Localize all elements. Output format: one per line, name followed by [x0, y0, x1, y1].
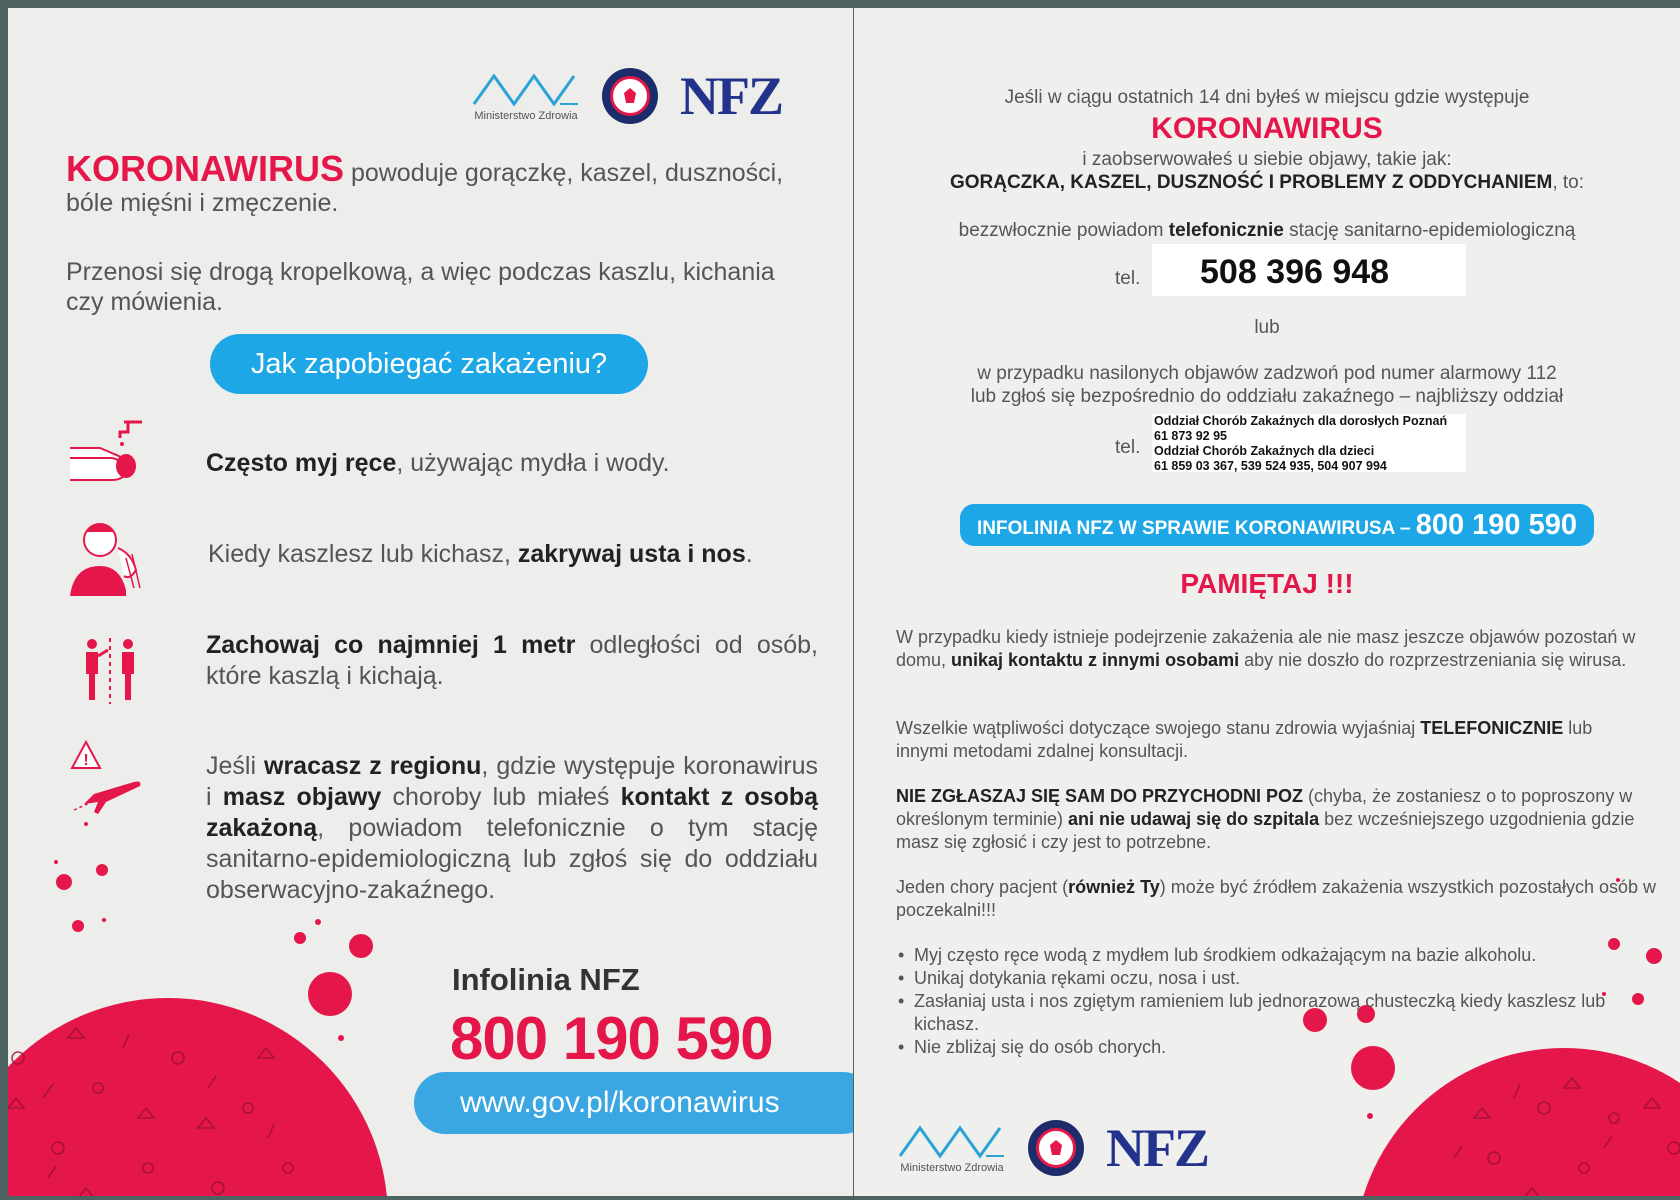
tip-cover-mouth: [208, 539, 828, 570]
transmission-paragraph: Przenosi się drogą kropelkową, a więc podczas kaszlu, kichania czy mówienia.: [66, 258, 775, 316]
symptoms-bold: GORĄCZKA, KASZEL, DUSZNOŚĆ I PROBLEMY Z ODDYCHANIEM: [949, 172, 1553, 193]
p1-b: unikaj kontaktu z innymi osobami: [951, 650, 1240, 670]
tip-keep-distance-bold: Zachowaj co najmniej 1 metr: [206, 631, 576, 659]
severe-line-2: lub zgłoś się bezpośrednio do oddziału zakaźnego – najbliższy oddział: [970, 386, 1564, 407]
symptoms-line: [854, 171, 1680, 194]
p4-b: również Ty: [1068, 877, 1160, 897]
ministry-logo: [472, 70, 580, 122]
right-headline: KORONAWIRUS: [1151, 112, 1383, 145]
p2-c: lub innymi metodami zdalnej konsultacji.: [896, 718, 1593, 761]
wards-box: [1152, 414, 1466, 472]
tip-returning-region: [206, 751, 818, 906]
p3-c: ani nie udawaj się do szpitala: [1068, 809, 1320, 829]
notify-post: stację sanitarno-epidemiologiczną: [1283, 220, 1576, 241]
tip-cover-mouth-post: .: [745, 540, 753, 568]
prevention-heading-button[interactable]: Jak zapobiegać zakażeniu?: [210, 334, 648, 394]
header-logos: [472, 68, 782, 124]
infoline-number: 800 190 590: [1415, 509, 1578, 541]
paragraph-phone-consult: [896, 717, 1606, 763]
p3-b: (chyba, że zostaniesz o to poproszony w określonym terminie): [896, 786, 1633, 829]
symptoms-suffix: , to:: [1552, 172, 1585, 193]
tip-cover-mouth-pre: Kiedy kaszlesz lub kichasz,: [208, 540, 518, 568]
tip-wash-hands-bold: Często myj ręce: [206, 449, 397, 477]
tip-returning-t3: choroby lub miałeś: [381, 783, 621, 811]
list-item: • Nie zbliżaj się do osób chorych.: [898, 1037, 1167, 1057]
nfz-logo: NFZ: [680, 66, 782, 126]
bullet-text: Zasłaniaj usta i nos zgiętym ramieniem lub jednorazową chusteczką kiedy kaszlesz lub kichasz.: [914, 991, 1606, 1034]
p2-b: TELEFONICZNIE: [1420, 718, 1564, 738]
paragraph-waiting-room: [896, 876, 1656, 922]
notify-pre: bezzwłocznie powiadom: [958, 220, 1169, 241]
tip-returning-b1: wracasz z regionu: [264, 752, 482, 780]
p4-c: ) może być źródłem zakażenia wszystkich pozostałych osób w poczekalni!!!: [896, 877, 1656, 920]
notify-line: [854, 219, 1680, 242]
intro-headline: KORONAWIRUS: [66, 148, 344, 189]
p1-a: W przypadku kiedy istnieje podejrzenie zakażenia ale nie masz jeszcze objawów pozostań w domu,: [896, 627, 1636, 670]
intro-text: powoduje gorączkę, kaszel, duszności, bóle mięśni i zmęczenie.: [66, 159, 784, 217]
wash-hands-icon: [66, 418, 148, 484]
paragraph-stay-home: [896, 626, 1656, 672]
nfz-infoline-banner[interactable]: [960, 504, 1594, 546]
symptoms-intro: i zaobserwowałeś u siebie objawy, takie jak:: [1082, 149, 1452, 170]
tip-returning-b3: kontakt z osobą zakażoną: [206, 783, 819, 842]
p3-d: bez wcześniejszego uzgodnienia gdzie masz się zgłosić i czy jest to potrzebne.: [896, 809, 1635, 852]
cough-person-icon: [66, 518, 148, 598]
website-link[interactable]: www.gov.pl/koronawirus: [414, 1072, 853, 1134]
infolinia-number: 800 190 590: [450, 1005, 773, 1072]
nfz-logo-footer: NFZ: [1106, 1118, 1208, 1178]
list-item: • Myj często ręce wodą z mydłem lub środkiem odkażającym na bazie alkoholu.: [898, 945, 1537, 965]
tip-cover-mouth-bold: zakrywaj usta i nos: [517, 540, 746, 568]
remember-heading: PAMIĘTAJ !!!: [1180, 568, 1354, 599]
tip-returning-b2: masz objawy: [222, 783, 382, 811]
sanitary-inspection-seal-icon: [602, 68, 658, 124]
footer-logos: [898, 1120, 1208, 1176]
intro-paragraph: [66, 148, 826, 218]
ministry-label-footer: Ministerstwo Zdrowia: [900, 1162, 1004, 1174]
tip-returning-t4: , powiadom telefonicznie o tym stację sanitarno-epidemiologiczną lub zgłoś się do oddziału obserwacyjno-zakaźnego.: [206, 814, 818, 904]
left-page: [8, 8, 853, 1196]
p4-a: Jeden chory pacjent (: [896, 877, 1069, 897]
bullet-text: Myj często ręce wodą z mydłem lub środkiem odkażającym na bazie alkoholu.: [914, 945, 1537, 965]
ministry-label: Ministerstwo Zdrowia: [474, 110, 578, 122]
bullet-text: Nie zbliżaj się do osób chorych.: [914, 1037, 1167, 1057]
tip-wash-hands-rest: , używając mydła i wody.: [396, 449, 670, 477]
or-label: lub: [1254, 317, 1280, 338]
intro-line: Jeśli w ciągu ostatnich 14 dni byłeś w miejscu gdzie występuje: [1004, 87, 1530, 108]
travel-warning-icon: [70, 738, 152, 828]
tel-label: tel.: [1115, 268, 1141, 289]
ward-adults: Oddział Chorób Zakaźnych dla dorosłych Poznań: [1154, 414, 1448, 428]
distance-icon: [78, 634, 142, 704]
list-item: • Zasłaniaj usta i nos zgiętym ramieniem lub jednorazową chusteczką kiedy kaszlesz lub kichasz.: [898, 991, 1606, 1034]
advice-list: [896, 944, 1616, 1059]
p1-c: aby nie doszło do rozprzestrzeniania się wirusa.: [1239, 650, 1627, 670]
bullet-text: Unikaj dotykania rękami oczu, nosa i ust.: [914, 968, 1241, 988]
tip-wash-hands: [206, 448, 826, 479]
tip-keep-distance-rest: odległości od osób, które kaszlą i kichają.: [206, 631, 818, 690]
sanepid-phone-number: 508 396 948: [1200, 253, 1390, 291]
ward-adults-phone: 61 873 92 95: [1154, 429, 1227, 443]
ward-children: Oddział Chorób Zakaźnych dla dzieci: [1154, 444, 1375, 458]
infoline-text: INFOLINIA NFZ W SPRAWIE KORONAWIRUSA –: [976, 518, 1416, 539]
p3-a: NIE ZGŁASZAJ SIĘ SAM DO PRZYCHODNI POZ: [896, 786, 1304, 806]
paragraph-no-clinic: [896, 785, 1656, 854]
right-page: [854, 8, 1680, 1196]
p2-a: Wszelkie wątpliwości dotyczące swojego stanu zdrowia wyjaśniaj: [896, 718, 1421, 738]
ward-children-phones: 61 859 03 367, 539 524 935, 504 907 994: [1154, 459, 1387, 473]
tip-returning-t2: , gdzie występuje koronawirus i: [206, 752, 818, 811]
ministry-wave-icon: [472, 70, 580, 108]
notify-bold: telefonicznie: [1168, 220, 1284, 241]
ministry-wave-icon: [898, 1122, 1006, 1160]
infolinia-label: Infolinia NFZ: [452, 962, 640, 997]
sanitary-inspection-seal-icon: [1028, 1120, 1084, 1176]
svg-text:!: !: [83, 752, 89, 769]
tip-returning-t1: Jeśli: [206, 752, 264, 780]
list-item: • Unikaj dotykania rękami oczu, nosa i ust.: [898, 968, 1241, 988]
severe-line-1: w przypadku nasilonych objawów zadzwoń pod numer alarmowy 112: [977, 363, 1557, 384]
ministry-logo-footer: [898, 1122, 1006, 1174]
tip-keep-distance: [206, 630, 818, 692]
tel-label-2: tel.: [1115, 437, 1141, 458]
